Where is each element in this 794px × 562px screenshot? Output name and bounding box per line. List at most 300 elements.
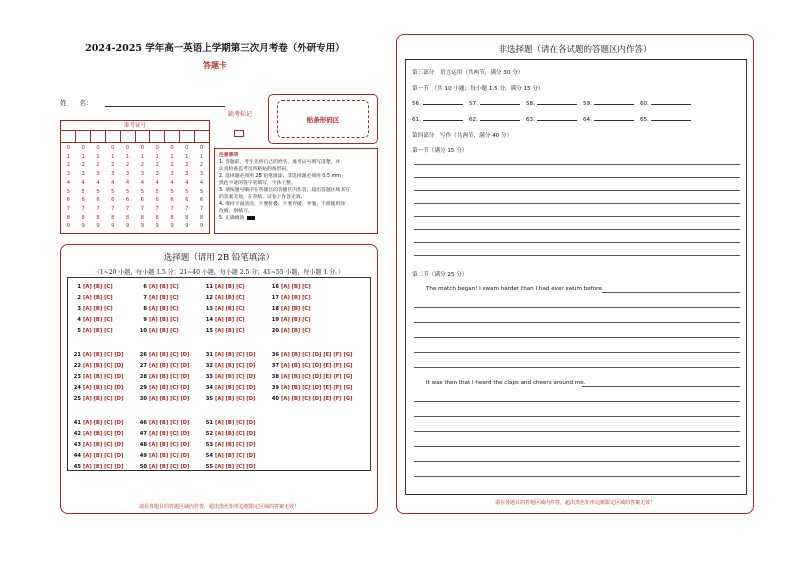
ticket-digit-bubble[interactable]: 3 [185, 171, 189, 178]
ticket-digit-column[interactable] [61, 144, 76, 231]
blank-line[interactable] [594, 116, 634, 121]
mc-question[interactable] [204, 420, 255, 426]
ticket-digit-bubble[interactable]: 0 [199, 145, 204, 151]
ticket-digit-bubble[interactable]: 7 [81, 205, 85, 212]
ticket-digit-bubble[interactable]: 4 [111, 179, 115, 186]
paragraph1-text: The match began! I swam harder than I had ever swum before. [426, 286, 604, 292]
ticket-digit-bubble[interactable]: 0 [185, 145, 189, 151]
mc-question[interactable] [138, 295, 179, 301]
answer-options[interactable]: [A] [B] [C] [D] [E] [F] [G] [281, 374, 353, 380]
ticket-digit-bubble[interactable]: 9 [185, 223, 189, 230]
answer-options[interactable]: [A] [B] [C] [281, 295, 311, 301]
mc-question[interactable] [270, 306, 311, 312]
writing-line[interactable] [414, 401, 740, 402]
ticket-digit-bubble[interactable]: 1 [96, 153, 100, 160]
blank-line[interactable] [651, 100, 691, 105]
question-number: 7 [143, 295, 147, 301]
fill-blank[interactable] [412, 116, 469, 123]
ticket-digit-bubble[interactable]: 4 [170, 179, 174, 186]
question-number: 44 [73, 453, 81, 459]
mc-question[interactable] [72, 328, 113, 334]
multiple-choice-section [60, 244, 378, 514]
mc-question[interactable] [204, 295, 245, 301]
answer-options[interactable]: [A] [B] [C] [D] [83, 363, 124, 369]
ticket-write-cell[interactable] [180, 131, 195, 142]
ticket-digit-bubble[interactable]: 7 [125, 205, 130, 212]
mc-question[interactable] [72, 306, 113, 312]
mc-question[interactable] [72, 453, 123, 459]
question-number: 22 [73, 363, 81, 369]
question-number: 6 [143, 284, 147, 290]
blank-line[interactable] [423, 116, 463, 121]
answer-options[interactable]: [A] [B] [C] [D] [215, 453, 256, 459]
answer-options[interactable]: [A] [B] [C] [149, 306, 179, 312]
mc-question[interactable] [138, 328, 179, 334]
ticket-digit-bubble[interactable]: 4 [96, 179, 100, 186]
writing-line[interactable] [414, 307, 740, 308]
ticket-write-cell[interactable] [61, 131, 76, 142]
answer-options[interactable]: [A] [B] [C] [215, 295, 245, 301]
ticket-digit-bubble[interactable]: 2 [125, 162, 130, 169]
mc-question[interactable] [270, 328, 311, 334]
mc-question[interactable] [204, 464, 255, 470]
ticket-digit-bubble[interactable]: 8 [140, 214, 145, 221]
answer-options[interactable]: [A] [B] [C] [D] [83, 442, 124, 448]
ticket-digit-bubble[interactable]: 1 [125, 153, 130, 160]
ticket-digit-bubble[interactable]: 1 [111, 153, 115, 160]
answer-options[interactable]: [A] [B] [C] [281, 328, 311, 334]
mc-question[interactable] [72, 420, 123, 426]
mc-question[interactable] [72, 295, 113, 301]
answer-options[interactable]: [A] [B] [C] [D] [83, 385, 124, 391]
answer-options[interactable]: [A] [B] [C] [D] [149, 385, 190, 391]
ticket-digit-bubble[interactable]: 0 [170, 145, 174, 151]
ticket-write-cell[interactable] [121, 131, 136, 142]
answer-options[interactable]: [A] [B] [C] [D] [149, 363, 190, 369]
ticket-digit-bubble[interactable]: 2 [199, 162, 204, 169]
mc-question[interactable] [204, 363, 255, 369]
question-number: 4 [77, 317, 81, 323]
blank-line[interactable] [594, 100, 634, 105]
ticket-digit-column[interactable] [91, 144, 106, 231]
ticket-digit-bubble[interactable]: 2 [170, 162, 174, 169]
ticket-digit-bubble[interactable]: 6 [170, 197, 174, 204]
mc-question[interactable] [72, 442, 123, 448]
fill-blank[interactable] [469, 116, 526, 123]
writing-line[interactable] [414, 446, 740, 447]
answer-options[interactable]: [A] [B] [C] [D] [215, 396, 256, 402]
writing-line[interactable] [414, 416, 740, 417]
answer-options[interactable]: [A] [B] [C] [D] [149, 352, 190, 358]
ticket-digit-bubble[interactable]: 9 [125, 223, 130, 230]
writing-line[interactable] [414, 229, 740, 230]
answer-options[interactable]: [A] [B] [C] [D] [215, 431, 256, 437]
mc-question[interactable] [204, 374, 255, 380]
ticket-digit-bubble[interactable]: 2 [140, 162, 145, 169]
mc-question[interactable] [72, 431, 123, 437]
mc-question[interactable] [72, 317, 113, 323]
blank-number: 62. [469, 117, 478, 123]
ticket-digit-bubble[interactable]: 6 [96, 197, 100, 204]
mc-question[interactable] [72, 396, 123, 402]
mc-question[interactable] [138, 374, 189, 380]
ticket-digit-bubble[interactable]: 5 [155, 188, 159, 195]
ticket-digit-bubble[interactable]: 2 [155, 162, 159, 169]
writing-line[interactable] [414, 367, 740, 368]
blank-line[interactable] [423, 100, 463, 105]
answer-options[interactable]: [A] [B] [C] [149, 295, 179, 301]
ticket-digit-column[interactable] [194, 144, 209, 231]
answer-options[interactable]: [A] [B] [C] [D] [215, 420, 256, 426]
mc-question[interactable] [270, 284, 311, 290]
ticket-digit-bubble[interactable]: 8 [96, 214, 100, 221]
mc-question[interactable] [270, 363, 352, 369]
mc-question[interactable] [138, 352, 189, 358]
answer-options[interactable]: [A] [B] [C] [83, 284, 113, 290]
writing-line[interactable] [414, 164, 740, 165]
ticket-digit-bubble[interactable]: 3 [155, 171, 159, 178]
ticket-digit-bubble[interactable]: 6 [199, 197, 204, 204]
ticket-digit-bubble[interactable]: 8 [81, 214, 85, 221]
mc-question[interactable] [204, 306, 245, 312]
writing-line[interactable] [414, 322, 740, 323]
blank-line[interactable] [537, 100, 577, 105]
ticket-digit-bubble[interactable]: 1 [81, 153, 85, 160]
notes-box [214, 148, 378, 234]
answer-options[interactable]: [A] [B] [C] [D] [149, 464, 190, 470]
ticket-digit-bubble[interactable]: 5 [81, 188, 85, 195]
ticket-digit-bubble[interactable]: 9 [170, 223, 174, 230]
answer-options[interactable]: [A] [B] [C] [83, 328, 113, 334]
ticket-digit-bubble[interactable]: 3 [96, 171, 100, 178]
answer-options[interactable]: [A] [B] [C] [D] [83, 374, 124, 380]
ticket-digit-bubble[interactable]: 6 [185, 197, 189, 204]
answer-options[interactable]: [A] [B] [C] [281, 317, 311, 323]
mc-question[interactable] [204, 453, 255, 459]
mc-question[interactable] [138, 431, 189, 437]
ticket-digit-bubble[interactable]: 9 [81, 223, 85, 230]
fill-blank[interactable] [526, 100, 583, 107]
mc-question[interactable] [138, 363, 189, 369]
writing-line[interactable] [414, 352, 740, 353]
blank-line[interactable] [480, 116, 520, 121]
mc-question[interactable] [270, 385, 352, 391]
question-number: 13 [205, 306, 213, 312]
writing-line[interactable] [414, 476, 740, 477]
answer-options[interactable]: [A] [B] [C] [215, 328, 245, 334]
ticket-digit-bubble[interactable]: 5 [96, 188, 100, 195]
ticket-digit-bubble[interactable]: 4 [125, 179, 130, 186]
ticket-digit-bubble[interactable]: 1 [185, 153, 189, 160]
fill-blank[interactable] [469, 100, 526, 107]
ticket-digit-bubble[interactable]: 2 [185, 162, 189, 169]
mc-question[interactable] [138, 442, 189, 448]
question-number: 16 [271, 284, 279, 290]
ticket-digit-column[interactable] [179, 144, 194, 231]
ticket-digit-bubble[interactable]: 7 [140, 205, 145, 212]
ticket-digit-bubble[interactable]: 6 [111, 197, 115, 204]
mc-question[interactable] [204, 317, 245, 323]
ticket-digit-bubble[interactable]: 7 [199, 205, 204, 212]
mc-question[interactable] [72, 385, 123, 391]
ticket-digit-bubble[interactable]: 8 [199, 214, 204, 221]
ticket-digit-bubble[interactable]: 5 [125, 188, 130, 195]
answer-options[interactable]: [A] [B] [C] [D] [215, 464, 256, 470]
ticket-digit-column[interactable] [150, 144, 165, 231]
fill-blank[interactable] [583, 100, 640, 107]
ticket-digit-bubble[interactable]: 7 [96, 205, 100, 212]
ticket-digit-bubble[interactable]: 8 [170, 214, 174, 221]
answer-options[interactable]: [A] [B] [C] [D] [149, 396, 190, 402]
ticket-digit-bubble[interactable]: 1 [199, 153, 204, 160]
ticket-digit-bubble[interactable]: 5 [140, 188, 145, 195]
ticket-digit-bubble[interactable]: 5 [66, 188, 71, 195]
barcode-label: 贴条形码区 [277, 100, 369, 138]
question-number: 42 [73, 431, 81, 437]
ticket-digit-bubble[interactable]: 1 [155, 153, 159, 160]
part3-section1-heading: 第一节 （共 10 小题；每小题 1.5 分，满分 15 分） [412, 86, 544, 92]
ticket-digit-bubble[interactable]: 0 [81, 145, 85, 151]
ticket-digit-bubble[interactable]: 9 [96, 223, 100, 230]
ticket-digit-bubble[interactable]: 0 [140, 145, 145, 151]
answer-options[interactable]: [A] [B] [C] [D] [149, 453, 190, 459]
ticket-digit-bubble[interactable]: 0 [96, 145, 100, 151]
ticket-write-cell[interactable] [136, 131, 151, 142]
ticket-write-cell[interactable] [106, 131, 121, 142]
ticket-digit-bubble[interactable]: 7 [66, 205, 71, 212]
ticket-write-cell[interactable] [150, 131, 165, 142]
question-number: 46 [139, 420, 147, 426]
writing-line[interactable] [414, 216, 740, 217]
absent-mark-box[interactable] [234, 130, 244, 137]
mc-question[interactable] [138, 396, 189, 402]
ticket-digit-bubble[interactable]: 4 [66, 179, 71, 186]
ticket-digit-column[interactable] [165, 144, 180, 231]
ticket-digit-bubbles[interactable] [61, 144, 209, 231]
ticket-digit-bubble[interactable]: 0 [111, 145, 115, 151]
writing-line[interactable] [602, 292, 740, 293]
answer-options[interactable]: [A] [B] [C] [D] [E] [F] [G] [281, 363, 353, 369]
mc-question[interactable] [204, 396, 255, 402]
mc-question[interactable] [270, 317, 311, 323]
ticket-digit-bubble[interactable]: 3 [170, 171, 174, 178]
answer-options[interactable]: [A] [B] [C] [215, 317, 245, 323]
blank-line[interactable] [651, 116, 691, 121]
answer-options[interactable]: [A] [B] [C] [D] [83, 396, 124, 402]
answer-options[interactable]: [A] [B] [C] [D] [149, 431, 190, 437]
ticket-digit-bubble[interactable]: 3 [199, 171, 204, 178]
ticket-digit-bubble[interactable]: 9 [111, 223, 115, 230]
mc-question[interactable] [138, 464, 189, 470]
writing-line[interactable] [414, 337, 740, 338]
ticket-digit-bubble[interactable]: 7 [170, 205, 174, 212]
ticket-digit-bubble[interactable]: 4 [140, 179, 145, 186]
mc-question[interactable] [270, 374, 352, 380]
ticket-digit-bubble[interactable]: 8 [185, 214, 189, 221]
answer-options[interactable]: [A] [B] [C] [83, 306, 113, 312]
ticket-digit-bubble[interactable]: 5 [185, 188, 189, 195]
ticket-write-cell[interactable] [165, 131, 180, 142]
mc-question[interactable] [204, 328, 245, 334]
fill-blank[interactable] [412, 100, 469, 107]
answer-options[interactable]: [A] [B] [C] [149, 328, 179, 334]
ticket-digit-bubble[interactable]: 7 [111, 205, 115, 212]
writing-line[interactable] [414, 255, 740, 256]
answer-options[interactable]: [A] [B] [C] [D] [83, 352, 124, 358]
ticket-digit-bubble[interactable]: 8 [125, 214, 130, 221]
mc-question[interactable] [138, 453, 189, 459]
writing-line[interactable] [414, 431, 740, 432]
writing-line[interactable] [414, 190, 740, 191]
ticket-digit-bubble[interactable]: 2 [66, 162, 71, 169]
answer-options[interactable]: [A] [B] [C] [D] [215, 385, 256, 391]
mc-question[interactable] [204, 284, 245, 290]
ticket-digit-bubble[interactable]: 0 [66, 145, 71, 151]
mc-question[interactable] [72, 352, 123, 358]
ticket-digit-column[interactable] [120, 144, 135, 231]
answer-options[interactable]: [A] [B] [C] [D] [83, 431, 124, 437]
ticket-digit-bubble[interactable]: 9 [199, 223, 204, 230]
answer-options[interactable]: [A] [B] [C] [83, 295, 113, 301]
mc-question[interactable] [270, 352, 352, 358]
answer-options[interactable]: [A] [B] [C] [D] [215, 374, 256, 380]
answer-options[interactable]: [A] [B] [C] [D] [149, 442, 190, 448]
ticket-digit-bubble[interactable]: 5 [199, 188, 204, 195]
ticket-digit-bubble[interactable]: 6 [66, 197, 71, 204]
question-number: 49 [139, 453, 147, 459]
fill-blank[interactable] [640, 116, 697, 123]
mc-question[interactable] [138, 306, 179, 312]
ticket-write-cell[interactable] [91, 131, 106, 142]
mc-subtitle: （1~20 小题，每小题 1.5 分；21~40 小题，每小题 2.5 分；41~55 小题，每小题 1 分。） [93, 269, 345, 276]
answer-options[interactable]: [A] [B] [C] [D] [E] [F] [G] [281, 352, 353, 358]
blank-line[interactable] [537, 116, 577, 121]
ticket-digit-column[interactable] [76, 144, 91, 231]
blank-line[interactable] [480, 100, 520, 105]
paragraph1-opening [426, 286, 604, 292]
ticket-digit-bubble[interactable]: 8 [111, 214, 115, 221]
mc-question[interactable] [270, 396, 352, 402]
mc-question[interactable] [72, 374, 123, 380]
mc-question[interactable] [72, 464, 123, 470]
ticket-digit-bubble[interactable]: 1 [66, 153, 71, 160]
ticket-digit-bubble[interactable]: 0 [155, 145, 159, 151]
ticket-write-cell[interactable] [76, 131, 91, 142]
answer-options[interactable]: [A] [B] [C] [D] [215, 363, 256, 369]
ticket-digit-bubble[interactable]: 7 [185, 205, 189, 212]
ticket-digit-bubble[interactable]: 3 [81, 171, 85, 178]
ticket-digit-bubble[interactable]: 9 [140, 223, 145, 230]
answer-options[interactable]: [A] [B] [C] [D] [83, 464, 124, 470]
ticket-digit-bubble[interactable]: 4 [81, 179, 85, 186]
fill-blank[interactable] [526, 116, 583, 123]
mc-question[interactable] [72, 363, 123, 369]
answer-options[interactable]: [A] [B] [C] [D] [E] [F] [G] [281, 385, 353, 391]
answer-options[interactable]: [A] [B] [C] [D] [215, 442, 256, 448]
mc-question[interactable] [138, 385, 189, 391]
writing-line[interactable] [414, 242, 740, 243]
ticket-write-cell[interactable] [195, 131, 209, 142]
ticket-digit-bubble[interactable]: 1 [170, 153, 174, 160]
ticket-digit-bubble[interactable]: 4 [185, 179, 189, 186]
answer-options[interactable]: [A] [B] [C] [215, 306, 245, 312]
answer-options[interactable]: [A] [B] [C] [281, 306, 311, 312]
mc-question[interactable] [138, 420, 189, 426]
ticket-digit-bubble[interactable]: 2 [111, 162, 115, 169]
answer-options[interactable]: [A] [B] [C] [215, 284, 245, 290]
blank-number: 60. [640, 101, 649, 107]
answer-options[interactable]: [A] [B] [C] [D] [149, 420, 190, 426]
ticket-digit-bubble[interactable]: 6 [140, 197, 145, 204]
ticket-digit-bubble[interactable]: 2 [81, 162, 85, 169]
writing-line[interactable] [414, 177, 740, 178]
ticket-digit-bubble[interactable]: 3 [125, 171, 130, 178]
question-number: 28 [139, 374, 147, 380]
note-line: 的答案无效，在草纸、试卷上作答无效。 [219, 195, 306, 200]
fill-example-label: 5. 正确填涂 [219, 216, 245, 221]
ticket-digit-bubble[interactable]: 0 [125, 145, 130, 151]
ticket-digit-bubble[interactable]: 7 [155, 205, 159, 212]
ticket-digit-bubble[interactable]: 9 [66, 223, 71, 230]
writing-line[interactable] [414, 203, 740, 204]
answer-options[interactable]: [A] [B] [C] [149, 284, 179, 290]
ticket-digit-bubble[interactable]: 1 [140, 153, 145, 160]
ticket-digit-bubble[interactable]: 8 [155, 214, 159, 221]
answer-options[interactable]: [A] [B] [C] [D] [83, 420, 124, 426]
ticket-digit-bubble[interactable]: 5 [111, 188, 115, 195]
mc-question[interactable] [204, 352, 255, 358]
fill-blank[interactable] [583, 116, 640, 123]
answer-options[interactable]: [A] [B] [C] [D] [83, 453, 124, 459]
mc-question[interactable] [138, 317, 179, 323]
ticket-digit-bubble[interactable]: 6 [81, 197, 85, 204]
mc-question[interactable] [204, 431, 255, 437]
question-number: 37 [271, 363, 279, 369]
blank-number: 57. [469, 101, 478, 107]
mc-question[interactable] [72, 284, 113, 290]
mc-question[interactable] [204, 442, 255, 448]
ticket-digit-bubble[interactable]: 3 [66, 171, 71, 178]
writing-line[interactable] [582, 386, 740, 387]
blank-number: 65. [640, 117, 649, 123]
ticket-digit-bubble[interactable]: 9 [155, 223, 159, 230]
ticket-digit-column[interactable] [105, 144, 120, 231]
mc-question[interactable] [204, 385, 255, 391]
mc-question[interactable] [138, 284, 179, 290]
answer-options[interactable]: [A] [B] [C] [281, 284, 311, 290]
ticket-digit-bubble[interactable]: 4 [199, 179, 204, 186]
ticket-digit-bubble[interactable]: 3 [111, 171, 115, 178]
ticket-write-cells[interactable] [61, 131, 209, 143]
ticket-digit-bubble[interactable]: 5 [170, 188, 174, 195]
ticket-digit-bubble[interactable]: 4 [155, 179, 159, 186]
answer-options[interactable]: [A] [B] [C] [D] [149, 374, 190, 380]
fill-blank[interactable] [640, 100, 697, 107]
ticket-digit-bubble[interactable]: 3 [140, 171, 145, 178]
answer-options[interactable]: [A] [B] [C] [149, 317, 179, 323]
ticket-digit-column[interactable] [135, 144, 150, 231]
ticket-digit-bubble[interactable]: 2 [96, 162, 100, 169]
ticket-digit-bubble[interactable]: 6 [125, 197, 130, 204]
answer-options[interactable]: [A] [B] [C] [83, 317, 113, 323]
ticket-digit-bubble[interactable]: 8 [66, 214, 71, 221]
ticket-digit-bubble[interactable]: 6 [155, 197, 159, 204]
answer-options[interactable]: [A] [B] [C] [D] [215, 352, 256, 358]
name-field[interactable] [105, 100, 225, 107]
writing-line[interactable] [414, 461, 740, 462]
mc-question[interactable] [270, 295, 311, 301]
answer-options[interactable]: [A] [B] [C] [D] [E] [F] [G] [281, 396, 353, 402]
